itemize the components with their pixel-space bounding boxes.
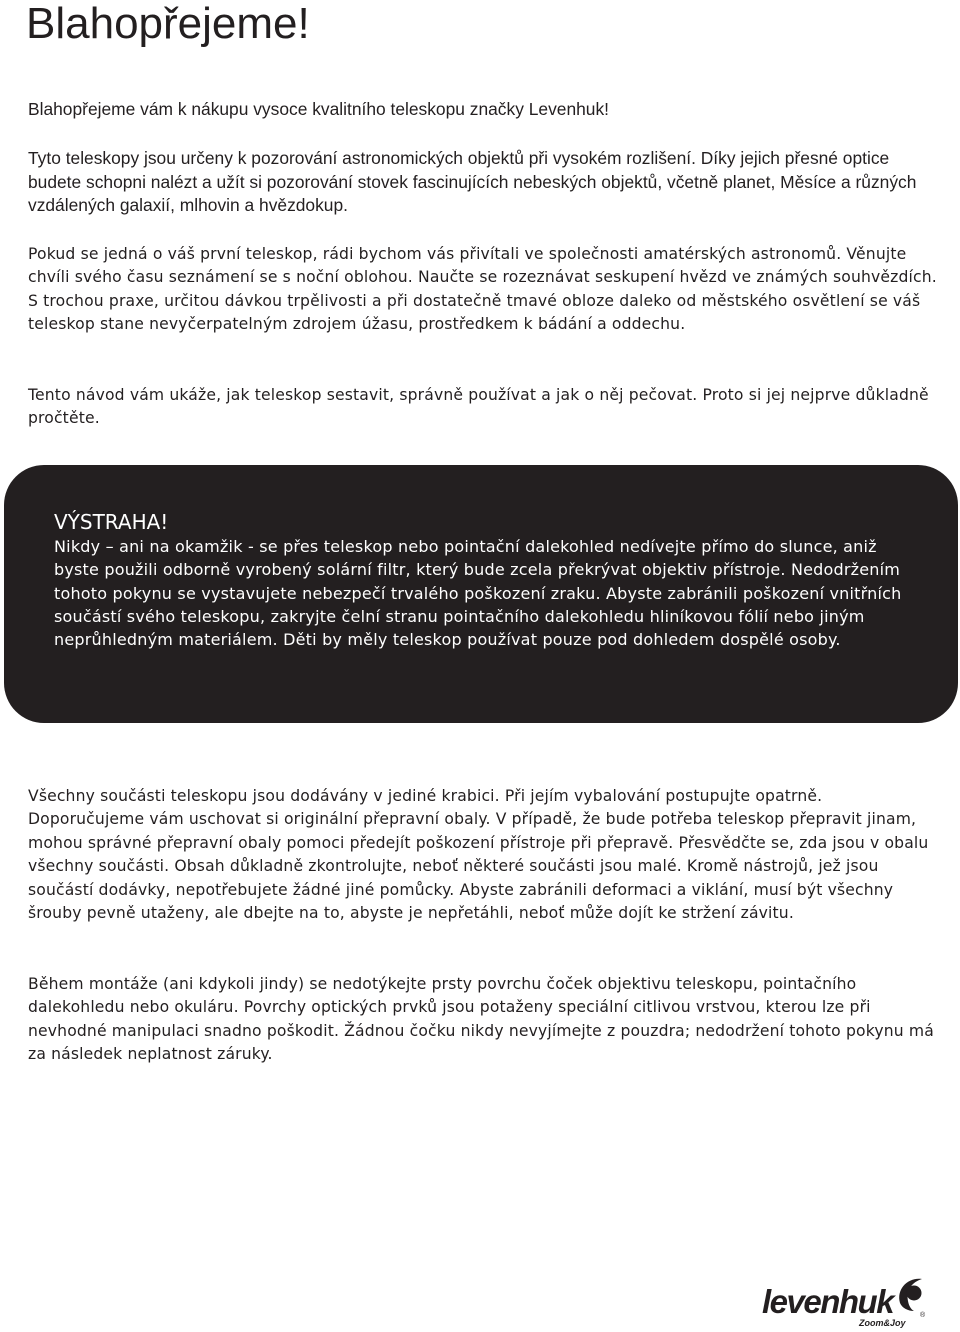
svg-text:levenhuk: levenhuk [762,1283,894,1320]
warning-title: VÝSTRAHA! [54,510,169,534]
page-title: Blahopřejeme! [26,0,310,48]
intro-paragraph-congratulations: Blahopřejeme vám k nákupu vysoce kvalitního teleskopu značky Levenhuk! [28,99,609,119]
intro-paragraph-telescope-purpose: Tyto teleskopy jsou určeny k pozorování astronomických objektů při vysokém rozlišení. Díky jejich přesné optice budete schopni nalézt a užít si pozorování stovek fascinujících nebeských objektů, včetně planet, Měsíce a různých vzdálených galaxií, mlhovin a hvězdokup. [28,148,917,215]
warning-box [4,465,958,723]
paragraph-first-telescope: Pokud se jedná o váš první teleskop, rádi bychom vás přivítali ve společnosti amatérských astronomů. Věnujte chvíli svého času seznámení se s noční oblohou. Naučte se rozeznávat seskupení hvězd ve známých souhvězdích. S trochou praxe, určitou dávkou trpělivosti a při dostatečně tmavé obloze daleko od městského osvětlení se váš teleskop stane nevyčerpatelným zdrojem úžasu, prostředkem k bádání a oddechu. [28,245,937,334]
levenhuk-logo [762,1273,932,1328]
svg-text:Zoom&Joy: Zoom&Joy [859,1318,906,1328]
warning-text: Nikdy – ani na okamžik - se přes teleskop nebo pointační dalekohled nedívejte přímo do slunce, aniž byste použili odborně vyrobený solární filtr, který bude zcela překrývat objektiv přístroje. Nedodržením tohoto pokynu se vystavujete nebezpečí trvalého poškození zraku. Abyste zabránili poškození vnitřních součástí svého teleskopu, zakryjte čelní stranu pointačního dalekohledu hliníkovou fólií nebo jiným neprůhledným materiálem. Děti by měly teleskop používat pouze pod dohledem dospělé osoby. [54,537,902,650]
paragraph-lens-care: Během montáže (ani kdykoli jindy) se nedotýkejte prsty povrchu čoček objektivu teleskopu, pointačního dalekohledu nebo okuláru. Povrchy optických prvků jsou potaženy speciální citlivou vrstvou, kterou lze při nevhodné manipulaci snadno poškodit. Žádnou čočku nikdy nevyjímejte z pouzdra; nedodržení tohoto pokynu má za následek neplatnost záruky. [28,975,934,1064]
svg-text:®: ® [920,1312,926,1319]
paragraph-manual-purpose: Tento návod vám ukáže, jak teleskop sestavit, správně používat a jak o něj pečovat. Proto si jej nejprve důkladně pročtěte. [28,386,929,428]
paragraph-unpacking: Všechny součásti teleskopu jsou dodávány v jediné krabici. Při jejím vybalování postupujte opatrně. Doporučujeme vám uschovat si originální přepravní obaly. V případě, že bude potřeba teleskop přepravit jinam, mohou správné přepravní obaly pomoci předejít poškození přístroje při přepravě. Přesvědčte se, zda jsou v obalu všechny součásti. Obsah důkladně zkontrolujte, neboť některé součásti jsou malé. Kromě nástrojů, jež jsou součástí dodávky, nepotřebujete žádné jiné pomůcky. Abyste zabránili deformaci a viklání, musí být všechny šrouby pevně utaženy, ale dbejte na to, abyste je nepřetáhli, neboť může dojít ke stržení závitu. [28,787,929,923]
